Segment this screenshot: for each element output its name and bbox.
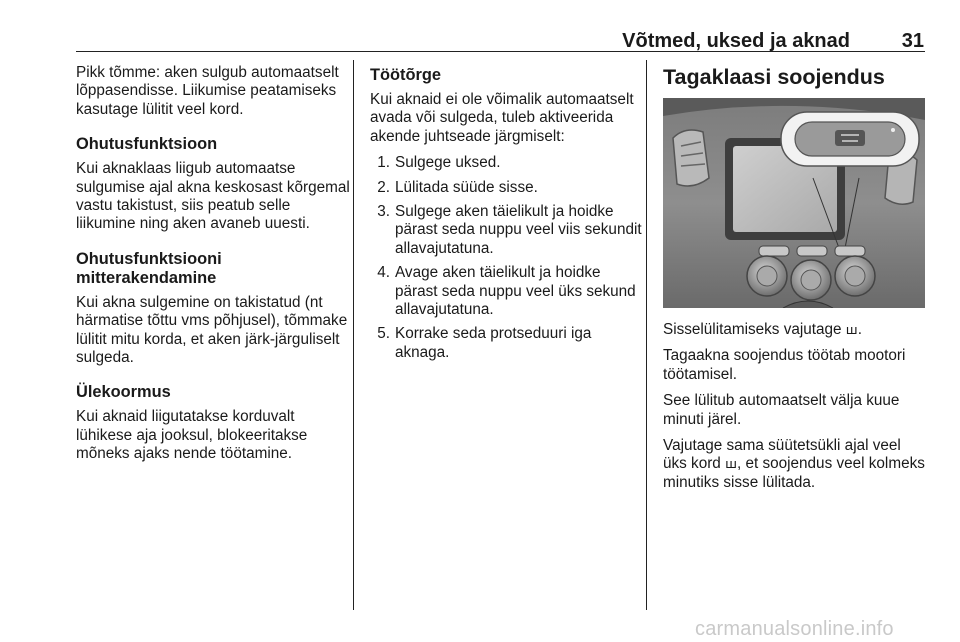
- section-heading-malfunction: Töötõrge: [370, 66, 442, 84]
- list-item: 1. Sulgege uksed.: [377, 154, 501, 172]
- page-number: 31: [901, 30, 924, 52]
- paragraph-switch-on: Sisselülitamiseks vajutage ꟺ.: [663, 321, 862, 338]
- section-body-safety-override: Kui akna sulgemine on takistatud (nt härmatise tõttu vms põhjusel), tõmmake lülitit mitu korda, et aken järk-järguliselt sulgeda.: [76, 293, 348, 367]
- dashboard-photo: [663, 98, 925, 308]
- section-heading-rear-defrost: Tagaklaasi soojendus: [663, 65, 885, 89]
- column-1: [76, 64, 351, 464]
- section-heading-safety-override: Ohutusfunktsiooni mitterakendamine: [76, 249, 222, 287]
- paragraph-auto-off: See lülitub automaatselt välja kuue minuti järel.: [663, 392, 900, 428]
- watermark: carmanualsonline.info: [695, 618, 894, 640]
- list-item: 4. Avage aken täielikult ja hoidke pärast seda nuppu veel üks sekund allavajutatuna.: [377, 264, 636, 319]
- section-body-overload: Kui aknaid liigutatakse korduvalt lühikese aja jooksul, blokeeritakse mõneks ajaks nende töötamine.: [76, 408, 308, 463]
- list-item: 2. Lülitada süüde sisse.: [377, 178, 538, 196]
- header-rule: [76, 51, 925, 52]
- section-body-safety: Kui aknaklaas liigub automaatse sulgumise ajal akna keskosast kõrgemal vastu takistust, siis peatub selle liikumine ning aken avaneb uuesti.: [76, 160, 350, 233]
- malfunction-intro: Kui aknaid ei ole võimalik automaatselt avada või sulgeda, tuleb aktiveerida akende juhtseade järgmiselt:: [370, 91, 634, 145]
- column-divider-right: [646, 60, 647, 610]
- list-item: 3. Sulgege aken täielikult ja hoidke pärast seda nuppu veel viis sekundit allavajutatuna.: [377, 203, 642, 257]
- paragraph-press-again: Vajutage sama süütetsükli ajal veel üks kord ꟺ, et soojendus veel kolmeks minutiks sisse lülitada.: [663, 437, 925, 491]
- column-2: [370, 64, 645, 368]
- intro-paragraph: Pikk tõmme: aken sulgub automaatselt lõppasendisse. Liikumise peatamiseks kasutage lülitit veel kord.: [76, 64, 339, 118]
- paragraph-engine-running: Tagaakna soojendus töötab mootori töötamisel.: [663, 347, 906, 383]
- list-item: 5. Korrake seda protseduuri iga aknaga.: [377, 325, 592, 361]
- steps-list: [370, 154, 645, 362]
- section-heading-overload: Ülekoormus: [76, 383, 171, 402]
- page-title: Võtmed, uksed ja aknad: [622, 30, 850, 52]
- rear-defrost-icon: ꟺ: [845, 322, 858, 337]
- column-divider-left: [353, 60, 354, 610]
- rear-defrost-icon: ꟺ: [725, 456, 737, 472]
- column-3: [663, 64, 928, 492]
- section-heading-safety: Ohutusfunktsioon: [76, 135, 218, 154]
